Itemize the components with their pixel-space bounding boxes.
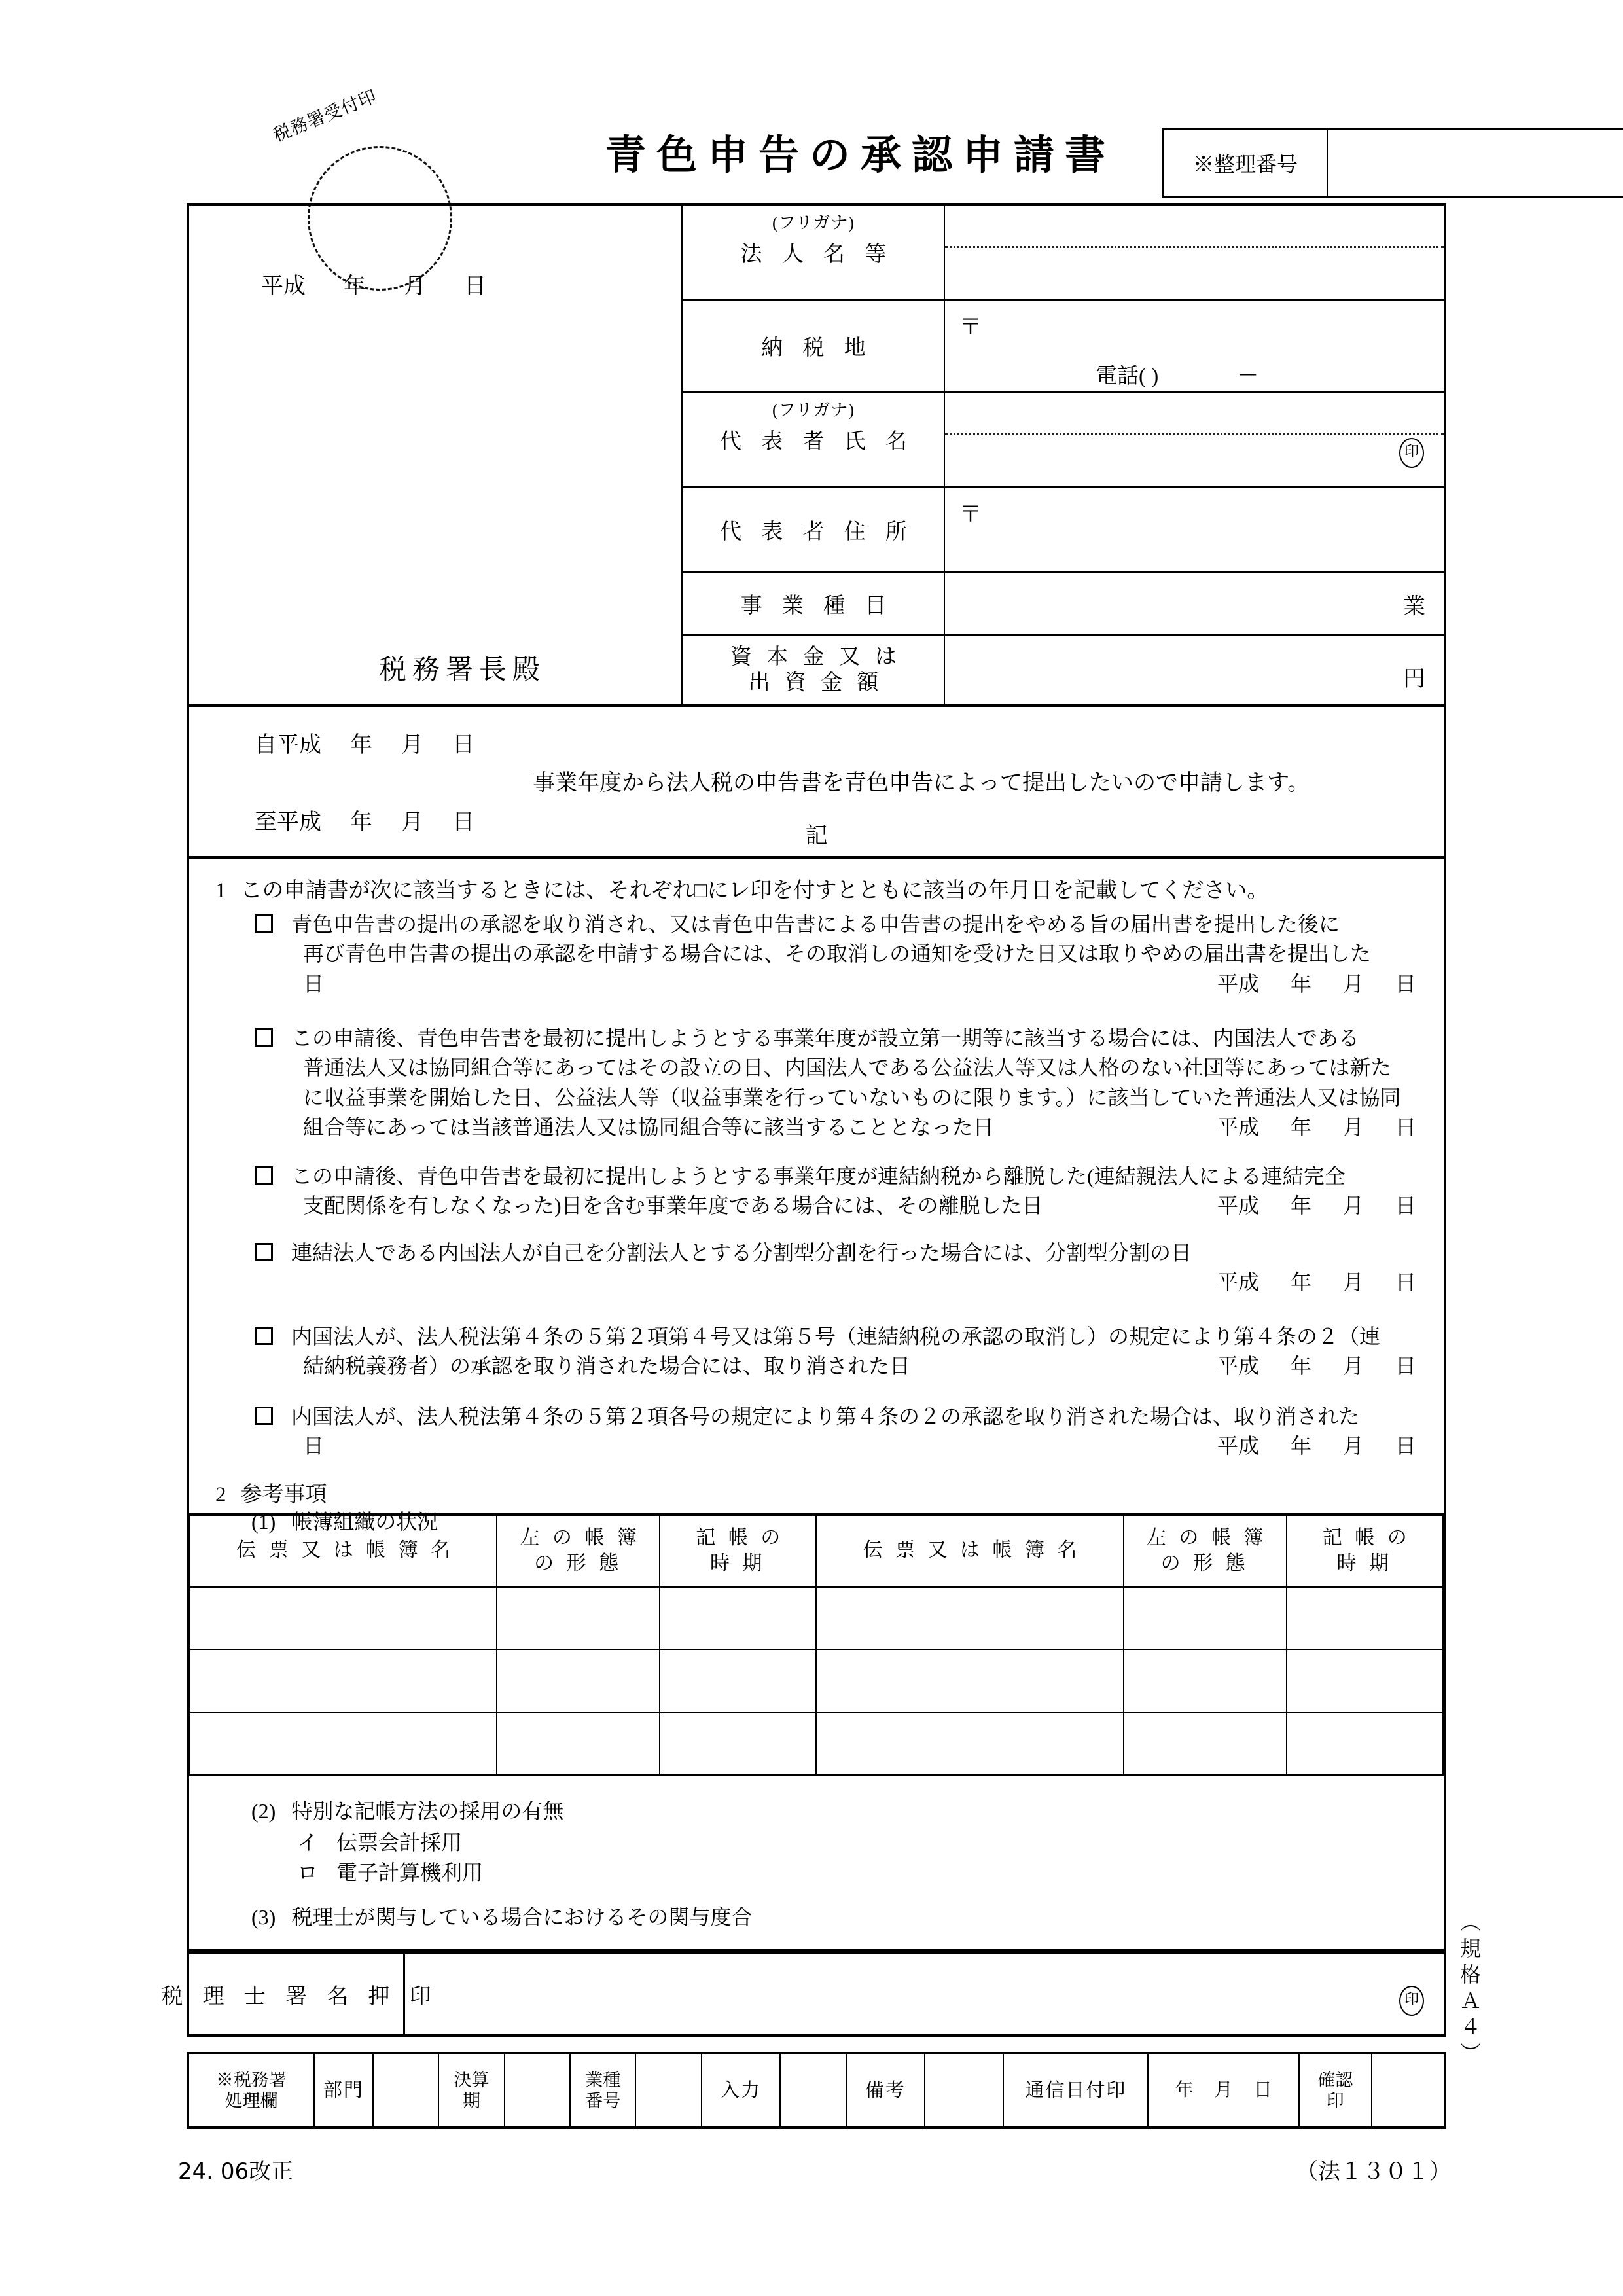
business-type-label: 事 業 種 目 [683, 573, 945, 634]
confirm-line2: 印 [1326, 2091, 1344, 2111]
ledger-cell[interactable] [1124, 1649, 1287, 1712]
ki-marker: 記 [805, 824, 828, 848]
checkbox-2-line-1: この申請後、青色申告書を最初に提出しようとする事業年度が設立第一期等に該当する場合には、内国法人である [291, 1026, 1360, 1050]
option-a-label: 伝票会計採用 [336, 1831, 463, 1854]
checkbox-5-line-1: 内国法人が、法人税法第４条の５第２項第４号又は第５号（連結納税の承認の取消し）の規定により第４条の２（連 [291, 1325, 1381, 1348]
item2-heading-text: 参考事項 [240, 1483, 327, 1507]
ledger-col-entry-timing-2 [1287, 1515, 1443, 1587]
checkbox-3-date-month: 月 [1342, 1194, 1364, 1218]
postmark-month: 月 [1214, 2080, 1233, 2101]
furigana-divider [945, 246, 1444, 248]
ledger-cell[interactable] [1287, 1649, 1443, 1712]
ledger-cell[interactable] [1287, 1587, 1443, 1649]
checkbox-5-date-day: 日 [1395, 1354, 1416, 1378]
gyoshu-line1: 業種 [585, 2070, 621, 2090]
checkbox-1-date[interactable] [1217, 969, 1425, 999]
processing-remarks-label: 備考 [846, 2054, 925, 2126]
checkbox-4-date-month: 月 [1342, 1270, 1364, 1295]
submission-date-day: 日 [464, 274, 486, 298]
revision-note: 24. 06改正 [178, 2159, 294, 2185]
item2-sub2-heading [251, 1795, 563, 1825]
fiscal-to-prefix: 至平成 [255, 810, 321, 834]
checkbox-6-date[interactable] [1217, 1431, 1425, 1461]
seal-icon: 印 [1399, 438, 1424, 468]
checkbox-5[interactable] [255, 1327, 273, 1345]
ledger-header-row [190, 1515, 1443, 1587]
checkbox-2-line-2: 普通法人又は協同組合等にあってはその設立の日、内国法人である公益法人等又は人格のない社団等にあっては新た [303, 1056, 1392, 1080]
corporate-name-label-text: 法 人 名 等 [740, 243, 894, 266]
checkbox-6[interactable] [255, 1407, 273, 1425]
checkbox-1-text [291, 910, 1425, 999]
fiscal-from-prefix: 自平成 [255, 733, 321, 757]
paper-size-note: （規格Ａ４） [1457, 1911, 1482, 2068]
ledger-cell[interactable] [816, 1587, 1123, 1649]
submission-date-era: 平成 [261, 274, 306, 298]
processing-confirm-label [1299, 2054, 1371, 2126]
representative-name-input[interactable] [945, 393, 1444, 486]
checkbox-1-line-3 [291, 969, 1425, 999]
checkbox-5-date-era: 平成 [1217, 1354, 1259, 1378]
ledger-cell[interactable] [497, 1649, 660, 1712]
checkbox-4-date-year: 年 [1290, 1270, 1311, 1295]
checkbox-2-date-month: 月 [1342, 1115, 1364, 1139]
checkbox-2-date-year: 年 [1290, 1115, 1311, 1139]
item1-heading-text: この申請書が次に該当するときには、それぞれ□にレ印を付すとともに該当の年月日を記載してください。 [240, 879, 1269, 903]
tax-payment-place-row [683, 301, 1444, 393]
capital-amount-unit: 円 [1403, 667, 1425, 691]
checkbox-5-line-2-text: 結納税義務者）の承認を取り消された場合には、取り消された日 [303, 1354, 911, 1378]
representative-address-label: 代 表 者 住 所 [683, 488, 945, 571]
processing-postmark-label: 通信日付印 [1003, 2054, 1148, 2126]
fiscal-from-day: 日 [452, 733, 474, 757]
fiscal-to-day: 日 [452, 810, 474, 834]
checkbox-2-date-era: 平成 [1217, 1115, 1259, 1139]
item2-number: 2 [215, 1483, 226, 1507]
tax-accountant-signature-box [161, 1952, 1446, 2037]
ledger-cell[interactable] [1287, 1712, 1443, 1775]
checkbox-3-date-era: 平成 [1217, 1194, 1259, 1218]
checkbox-3-line-2 [291, 1191, 1425, 1221]
option-b-marker: ロ [297, 1861, 319, 1884]
representative-name-row [683, 393, 1444, 488]
checkbox-4-date[interactable] [1217, 1268, 1425, 1297]
checkbox-6-date-day: 日 [1395, 1434, 1416, 1458]
processing-input-label: 入力 [702, 2054, 780, 2126]
ledger-cell[interactable] [190, 1587, 497, 1649]
ledger-cell[interactable] [190, 1649, 497, 1712]
processing-bumon-label: 部門 [314, 2054, 373, 2126]
fiscal-statement-text: 事業年度から法人税の申告書を青色申告によって提出したいので申請します。 [533, 771, 1310, 795]
ledger-cell[interactable] [497, 1712, 660, 1775]
checkbox-6-text [291, 1402, 1425, 1462]
reference-number-box [1162, 128, 1623, 198]
submission-date-and-addressee-cell [189, 206, 683, 704]
seal-icon: 印 [1399, 1986, 1424, 2016]
item1-number: 1 [215, 879, 226, 903]
ledger-col-slip-or-book-name-1 [190, 1515, 497, 1587]
checkbox-1-line-1: 青色申告書の提出の承認を取り消され、又は青色申告書による申告書の提出をやめる旨の届出書を提出した後に [291, 912, 1340, 936]
ledger-col-entry-timing-1 [660, 1515, 816, 1587]
postal-code-icon: 〒 [959, 315, 982, 340]
processing-gyoshu-input[interactable] [635, 2054, 701, 2126]
corporate-name-input[interactable] [945, 206, 1444, 299]
option-a-marker: イ [297, 1831, 319, 1854]
fiscal-year-from[interactable] [255, 726, 474, 759]
telephone-label: 電話( ) [1096, 365, 1159, 388]
ledger-col-2-line1: 左 の 帳 簿 [520, 1526, 641, 1549]
checkbox-2-line-4 [291, 1113, 1425, 1142]
submission-date-month: 月 [404, 274, 426, 298]
checkbox-3-text [291, 1162, 1425, 1221]
checkbox-4-date-day: 日 [1395, 1270, 1416, 1295]
capital-amount-label [683, 636, 945, 704]
processing-section-label [189, 2054, 314, 2126]
checkbox-3-date-year: 年 [1290, 1194, 1311, 1218]
ledger-col-1-line1: 伝 票 又 は 帳 簿 名 [236, 1539, 455, 1562]
checkbox-3-line-2-text: 支配関係を有しなくなった)日を含む事業年度である場合には、その離脱した日 [303, 1194, 1043, 1218]
tax-accountant-signature-input[interactable] [405, 1954, 1444, 2034]
ledger-col-2-line2: の 形 態 [534, 1552, 623, 1575]
checkbox-4-text [291, 1238, 1425, 1298]
ledger-cell[interactable] [1124, 1587, 1287, 1649]
processing-row [189, 2054, 1444, 2126]
tax-office-receipt-stamp-label: 税務署受付印 [270, 86, 380, 146]
confirm-line1: 確認 [1317, 2070, 1353, 2090]
title-zone [187, 86, 1446, 206]
ledger-cell[interactable] [816, 1712, 1123, 1775]
ledger-col-book-form-1 [497, 1515, 660, 1587]
business-type-input[interactable] [945, 573, 1444, 634]
checkbox-item-5[interactable] [255, 1322, 1425, 1382]
checkbox-5-date-month: 月 [1342, 1354, 1364, 1378]
item2-sub1-number: (1) [251, 1510, 276, 1534]
submission-date-year: 年 [344, 274, 366, 298]
checkbox-2-text [291, 1024, 1425, 1143]
item2-sub2-option-b[interactable] [297, 1856, 483, 1886]
postmark-day: 日 [1253, 2080, 1272, 2101]
ledger-col-6-line2: 時 期 [1336, 1552, 1393, 1575]
applicant-fields [683, 206, 1444, 704]
checkbox-6-line-2-text: 日 [303, 1434, 325, 1458]
option-b-label: 電子計算機利用 [336, 1861, 484, 1884]
capital-amount-input[interactable] [945, 636, 1444, 704]
ledger-organization-table [189, 1513, 1444, 1776]
checkbox-3-date[interactable] [1217, 1191, 1425, 1221]
tax-accountant-signature-label: 税 理 士 署 名 押 印 [189, 1954, 405, 2034]
checkbox-1-date-month: 月 [1342, 971, 1364, 996]
representative-name-label-text: 代 表 者 氏 名 [720, 430, 914, 454]
item2-sub2-option-a[interactable] [297, 1826, 462, 1856]
ledger-cell[interactable] [816, 1649, 1123, 1712]
checkbox-5-date-year: 年 [1290, 1354, 1311, 1378]
item2-sub2-number: (2) [251, 1799, 276, 1823]
ledger-cell[interactable] [190, 1712, 497, 1775]
checkbox-1-line-2: 再び青色申告書の提出の承認を申請する場合には、その取消しの通知を受けた日又は取りやめの届出書を提出した [303, 942, 1372, 966]
processing-confirm-input[interactable] [1372, 2054, 1444, 2126]
checkbox-1-date-era: 平成 [1217, 971, 1259, 996]
corporate-name-label [683, 206, 945, 299]
checkbox-6-date-year: 年 [1290, 1434, 1311, 1458]
telephone-field[interactable] [1096, 359, 1258, 389]
ledger-cell[interactable] [1124, 1712, 1287, 1775]
fiscal-year-statement-box [187, 707, 1446, 859]
checkbox-3[interactable] [255, 1166, 273, 1185]
ledger-col-5-line1: 左 の 帳 簿 [1146, 1526, 1268, 1549]
furigana-label: (フリガナ) [772, 401, 855, 420]
ledger-cell[interactable] [660, 1712, 816, 1775]
checkbox-6-date-era: 平成 [1217, 1434, 1259, 1458]
checkbox-5-text [291, 1322, 1425, 1382]
gyoshu-line2: 番号 [585, 2091, 621, 2111]
telephone-dash: － [1237, 365, 1259, 388]
reference-number-label: ※整理番号 [1164, 130, 1328, 196]
item1-heading [215, 873, 1268, 904]
representative-name-label [683, 393, 945, 486]
checkbox-6-line-1: 内国法人が、法人税法第４条の５第２項各号の規定により第４条の２の承認を取り消された場合は、取り消された [291, 1405, 1360, 1428]
item2-sub3-heading [251, 1901, 752, 1931]
table-row [190, 1587, 1443, 1649]
ledger-col-5-line2: の 形 態 [1160, 1552, 1249, 1575]
checkbox-3-date-day: 日 [1395, 1194, 1416, 1218]
form-code: （法１３０１） [1296, 2159, 1452, 2185]
processing-gyoshu-label [570, 2054, 635, 2126]
checkbox-4-date-era: 平成 [1217, 1270, 1259, 1295]
ledger-col-3-line1: 記 帳 の [696, 1526, 785, 1549]
checkbox-item-6[interactable] [255, 1402, 1425, 1462]
checkbox-1-date-year: 年 [1290, 971, 1311, 996]
fiscal-to-month: 月 [401, 810, 423, 834]
checkbox-4-line-1: 連結法人である内国法人が自己を分割法人とする分割型分割を行った場合には、分割型分割の日 [291, 1241, 1192, 1265]
kessanki-line1: 決算 [454, 2070, 490, 2090]
item2-sub3-number: (3) [251, 1905, 276, 1929]
tax-office-processing-table [187, 2052, 1446, 2129]
item2-sub3-label: 税理士が関与している場合におけるその関与度合 [291, 1905, 753, 1929]
tax-payment-place-input[interactable] [945, 301, 1444, 391]
processing-bumon-input[interactable] [373, 2054, 438, 2126]
checkbox-item-3[interactable] [255, 1162, 1425, 1221]
postmark-year: 年 [1175, 2080, 1194, 2101]
processing-input-value[interactable] [780, 2054, 846, 2126]
representative-address-input[interactable] [945, 488, 1444, 571]
reference-number-input[interactable] [1328, 130, 1623, 196]
checkbox-2-line-3: に収益事業を開始した日、公益法人等（収益事業を行っていないものに限ります。）に該当していた普通法人又は協同 [303, 1085, 1401, 1109]
item2-heading [215, 1477, 327, 1508]
kessanki-line2: 期 [463, 2091, 481, 2111]
checkbox-2-line-4-text: 組合等にあっては当該普通法人又は協同組合等に該当することとなった日 [303, 1115, 994, 1139]
processing-label-line2: 処理欄 [224, 2091, 278, 2111]
fiscal-to-year: 年 [350, 810, 372, 834]
processing-postmark-date[interactable] [1148, 2054, 1299, 2126]
ledger-col-4-line1: 伝 票 又 は 帳 簿 名 [863, 1539, 1081, 1562]
checkbox-3-line-1: この申請後、青色申告書を最初に提出しようとする事業年度が連結納税から離脱した(連結親法人による連結完全 [291, 1164, 1346, 1188]
checkbox-2-date[interactable] [1217, 1113, 1425, 1142]
processing-kessanki-input[interactable] [505, 2054, 570, 2126]
corporate-name-row [683, 206, 1444, 301]
business-type-unit: 業 [1403, 594, 1425, 619]
checkbox-5-line-2 [291, 1352, 1425, 1381]
ledger-cell[interactable] [660, 1587, 816, 1649]
fiscal-from-month: 月 [401, 733, 423, 757]
checkbox-item-4[interactable] [255, 1238, 1425, 1298]
checkbox-6-date-month: 月 [1342, 1434, 1364, 1458]
checkbox-item-1[interactable] [255, 910, 1425, 999]
furigana-label: (フリガナ) [772, 213, 855, 232]
postal-code-icon: 〒 [959, 503, 982, 527]
ledger-col-6-line1: 記 帳 の [1322, 1526, 1411, 1549]
ledger-col-slip-or-book-name-2 [816, 1515, 1123, 1587]
applicant-header-table [187, 203, 1446, 707]
tax-payment-place-label: 納 税 地 [683, 301, 945, 391]
ledger-col-3-line2: 時 期 [710, 1552, 766, 1575]
checkbox-5-date[interactable] [1217, 1352, 1425, 1381]
checkbox-item-2[interactable] [255, 1024, 1425, 1143]
processing-remarks-input[interactable] [925, 2054, 1003, 2126]
checkbox-1[interactable] [255, 914, 273, 933]
checkbox-1-date-day: 日 [1395, 971, 1416, 996]
form-body [187, 859, 1446, 1952]
ledger-cell[interactable] [497, 1587, 660, 1649]
representative-address-row [683, 488, 1444, 573]
checkbox-6-line-2 [291, 1431, 1425, 1461]
capital-amount-label-line1: 資 本 金 又 は [730, 645, 901, 670]
furigana-divider [945, 433, 1444, 435]
fiscal-from-year: 年 [350, 733, 372, 757]
business-type-row [683, 573, 1444, 636]
page-title: 青色申告の承認申請書 [605, 131, 1116, 179]
checkbox-4[interactable] [255, 1243, 273, 1261]
checkbox-2[interactable] [255, 1028, 273, 1047]
processing-label-line1: ※税務署 [215, 2070, 287, 2090]
processing-kessanki-label [438, 2054, 504, 2126]
item2-sub1-label: 帳簿組織の状況 [291, 1510, 438, 1534]
checkbox-1-line-3-text: 日 [303, 971, 325, 996]
checkbox-2-date-day: 日 [1395, 1115, 1416, 1139]
ledger-col-book-form-2 [1124, 1515, 1287, 1587]
capital-amount-row [683, 636, 1444, 704]
capital-amount-label-line2: 出 資 金 額 [748, 671, 883, 694]
addressee-tax-office-chief: 税務署長殿 [379, 655, 546, 685]
table-row [190, 1649, 1443, 1712]
ledger-cell[interactable] [660, 1649, 816, 1712]
item2-sub2-label: 特別な記帳方法の採用の有無 [291, 1799, 564, 1823]
table-row [190, 1712, 1443, 1775]
submission-date [261, 268, 486, 300]
